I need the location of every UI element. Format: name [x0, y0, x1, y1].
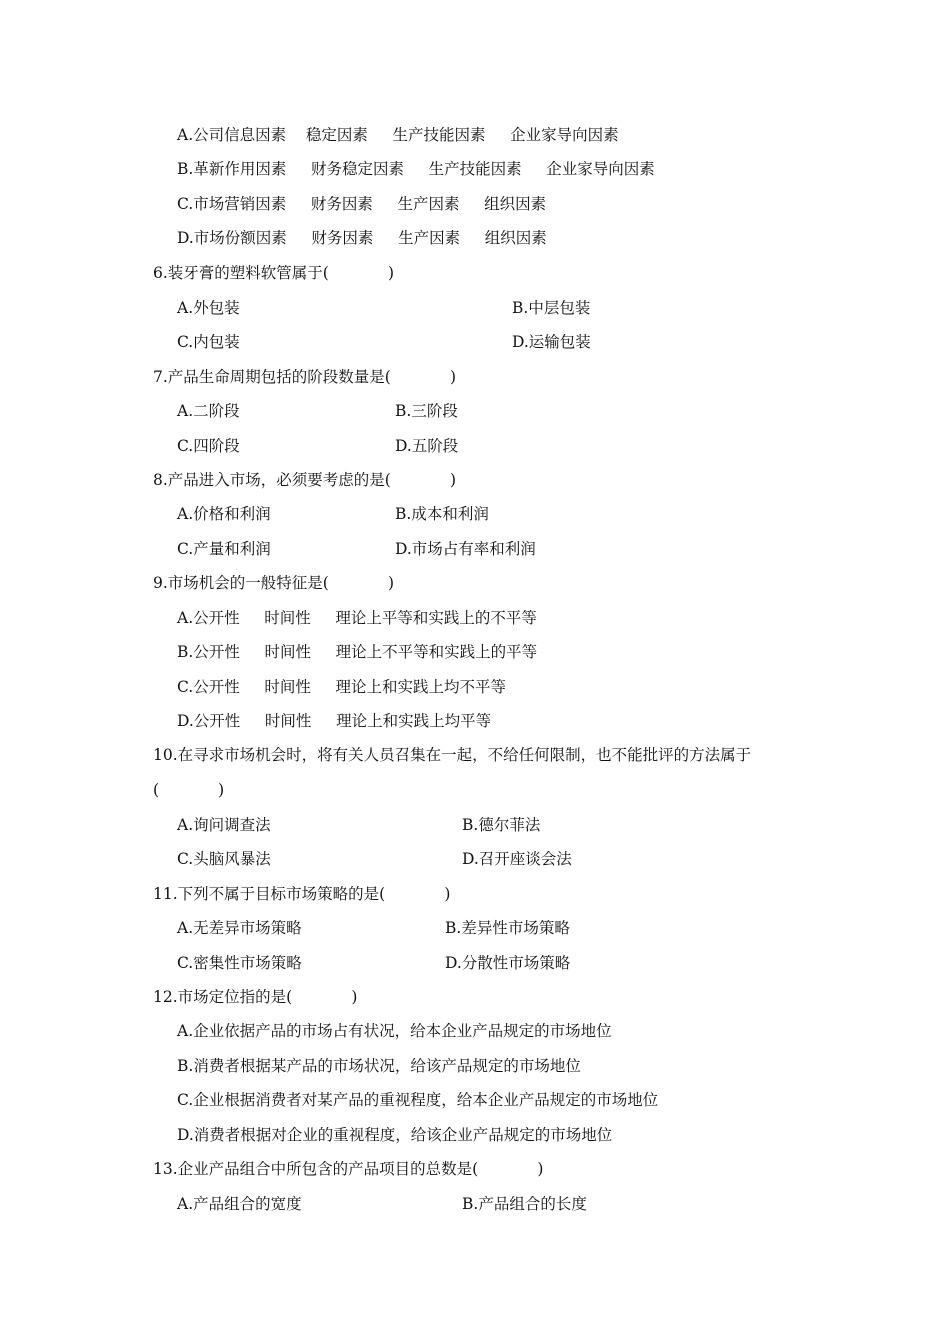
q11-stem: 11.下列不属于目标市场策略的是( ) [153, 885, 451, 903]
q7-stem: 7.产品生命周期包括的阶段数量是( ) [153, 368, 457, 386]
q12-option-c: C.企业根据消费者对某产品的重视程度，给本企业产品规定的市场地位 [177, 1091, 659, 1109]
q6-stem: 6.装牙膏的塑料软管属于( ) [153, 264, 395, 282]
q10-option-c: C.头脑风暴法 [177, 850, 271, 868]
q10-option-d: D.召开座谈会法 [462, 850, 572, 868]
q10-answer-blank: ( ) [153, 781, 225, 799]
q9-stem: 9.市场机会的一般特征是( ) [153, 574, 395, 592]
q10-option-a: A.询问调查法 [177, 816, 271, 834]
q12-stem: 12.市场定位指的是( ) [153, 988, 358, 1006]
q8-option-c: C.产量和利润 [177, 540, 271, 558]
q6-option-a: A.外包装 [177, 299, 240, 317]
q12-option-b: B.消费者根据某产品的市场状况，给该产品规定的市场地位 [177, 1057, 581, 1075]
q7-option-b: B.三阶段 [395, 402, 458, 420]
q6-option-d: D.运输包装 [512, 333, 591, 351]
q7-option-a: A.二阶段 [177, 402, 240, 420]
q9-option-d: D.公开性 时间性 理论上和实践上均平等 [177, 712, 492, 730]
q11-option-b: B.差异性市场策略 [445, 919, 570, 937]
q11-option-c: C.密集性市场策略 [177, 954, 302, 972]
q8-option-d: D.市场占有率和利润 [395, 540, 536, 558]
q9-option-b: B.公开性 时间性 理论上不平等和实践上的平等 [177, 643, 538, 661]
q12-option-a: A.企业依据产品的市场占有状况，给本企业产品规定的市场地位 [177, 1022, 612, 1040]
q6-option-b: B.中层包装 [512, 299, 591, 317]
q5-option-a: A.公司信息因素 稳定因素 生产技能因素 企业家导向因素 [177, 126, 619, 144]
q10-option-b: B.德尔菲法 [462, 816, 541, 834]
q8-option-b: B.成本和利润 [395, 505, 489, 523]
q10-stem: 10.在寻求市场机会时，将有关人员召集在一起，不给任何限制，也不能批评的方法属于 [153, 746, 752, 764]
q13-stem: 13.企业产品组合中所包含的产品项目的总数是( ) [153, 1160, 544, 1178]
q7-option-d: D.五阶段 [395, 437, 459, 455]
q13-option-b: B.产品组合的长度 [462, 1195, 587, 1213]
q5-option-d: D.市场份额因素 财务因素 生产因素 组织因素 [177, 229, 547, 247]
q6-option-c: C.内包装 [177, 333, 240, 351]
q13-option-a: A.产品组合的宽度 [177, 1195, 302, 1213]
q9-option-a: A.公开性 时间性 理论上平等和实践上的不平等 [177, 609, 537, 627]
q9-option-c: C.公开性 时间性 理论上和实践上均不平等 [177, 678, 507, 696]
q11-option-d: D.分散性市场策略 [445, 954, 571, 972]
q5-option-b: B.革新作用因素 财务稳定因素 生产技能因素 企业家导向因素 [177, 160, 655, 178]
q5-option-c: C.市场营销因素 财务因素 生产因素 组织因素 [177, 195, 547, 213]
q12-option-d: D.消费者根据对企业的重视程度，给该企业产品规定的市场地位 [177, 1126, 613, 1144]
q8-stem: 8.产品进入市场，必须要考虑的是( ) [153, 471, 457, 489]
q8-option-a: A.价格和利润 [177, 505, 271, 523]
q7-option-c: C.四阶段 [177, 437, 240, 455]
q11-option-a: A.无差异市场策略 [177, 919, 302, 937]
